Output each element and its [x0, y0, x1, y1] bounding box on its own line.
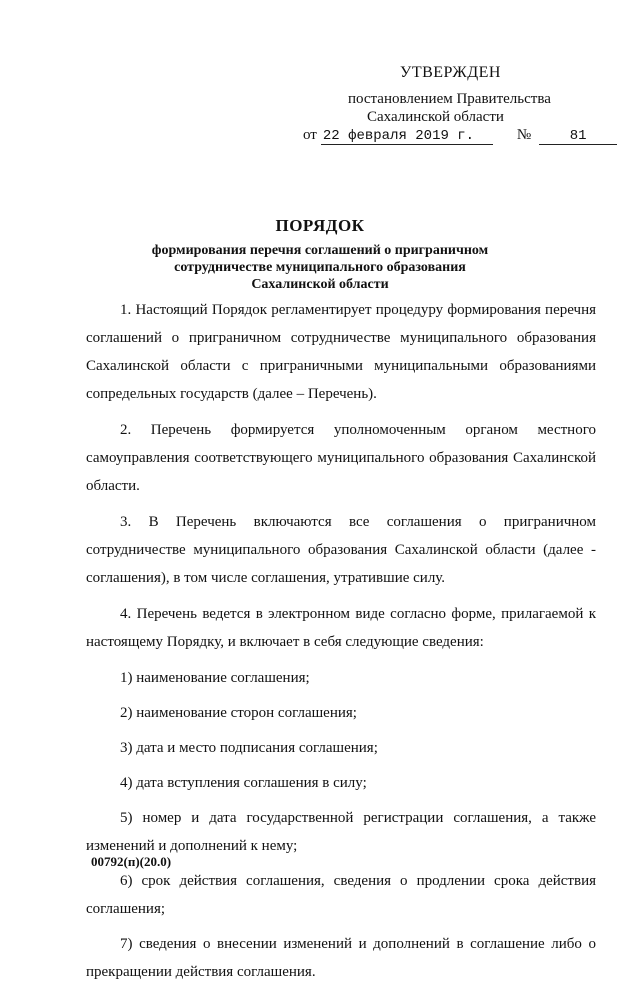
paragraph-1: 1. Настоящий Порядок регламентирует процедуру формирования перечня соглашений о приграничном сотрудничестве муниципального образования Сахалинской области с приграничными муниципальными образованиями сопредельных государств (далее – Перечень). [86, 302, 596, 402]
list-item: 5) номер и дата государственной регистрации соглашения, а также изменений и дополнений к нему; [86, 810, 596, 854]
approval-region-line: Сахалинской области [367, 109, 504, 125]
list-item: 1) наименование соглашения; [120, 670, 310, 686]
list-item: 6) срок действия соглашения, сведения о продлении срока действия соглашения; [86, 873, 596, 917]
footer-code: 00792(п)(20.0) [91, 854, 172, 869]
number-label: № [516, 127, 532, 143]
document-title: ПОРЯДОК [275, 216, 365, 235]
document-body [86, 296, 596, 993]
list-item: 4) дата вступления соглашения в силу; [120, 775, 367, 791]
list-item: 2) наименование сторон соглашения; [120, 705, 357, 721]
approval-date-row [303, 127, 617, 145]
approval-title: УТВЕРЖДЕН [400, 64, 501, 81]
paragraph-3: 3. В Перечень включаются все соглашения о приграничном сотрудничестве муниципального образования Сахалинской области (далее - соглашения), в том числе соглашения, утратившие силу. [86, 514, 596, 586]
document-subtitle: формирования перечня соглашений о приграничном сотрудничестве муниципального образования Сахалинской области [151, 243, 489, 292]
list-item: 3) дата и место подписания соглашения; [120, 740, 378, 756]
paragraph-4: 4. Перечень ведется в электронном виде согласно форме, прилагаемой к настоящему Порядку, и включает в себя следующие сведения: [86, 606, 596, 650]
list-item: 7) сведения о внесении изменений и дополнений в соглашение либо о прекращении действия соглашения. [86, 936, 596, 980]
approval-date-value: 22 февраля 2019 г. [321, 129, 493, 145]
approval-number-value: 81 [539, 129, 617, 145]
paragraph-2: 2. Перечень формируется уполномоченным органом местного самоуправления соответствующего муниципального образования Сахалинской области. [86, 422, 596, 494]
date-prefix: от [303, 127, 317, 143]
approval-decree-line: постановлением Правительства [348, 91, 551, 107]
